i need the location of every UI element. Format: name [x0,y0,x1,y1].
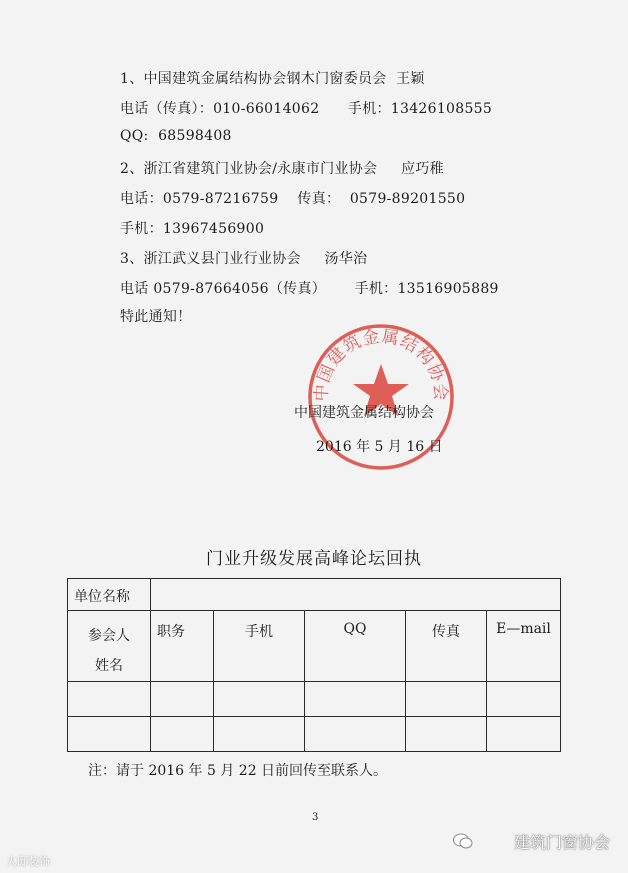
unit-name-cell [151,579,561,611]
contact-2-mobile: 手机：13967456900 [120,221,265,237]
signature-org: 中国建筑金属结构协会 [294,405,434,421]
contact-2-title: 2、浙江省建筑门业协会/永康市门业协会 应巧稚 [120,161,444,177]
table-header-row [68,611,561,682]
seal-text: 中国建筑金属结构协会 [311,326,451,403]
table-cell [406,717,487,752]
return-note: 注：请于 2016 年 5 月 22 日前回传至联系人。 [88,763,388,779]
table-row [68,717,561,752]
table-cell [68,717,151,752]
closing-text: 特此通知！ [120,309,192,325]
unit-name-label: 单位名称 [68,579,151,611]
header-qq: QQ [305,611,406,682]
table-cell [151,717,214,752]
table-cell [214,717,305,752]
watermark-source: 大邸装饰 [6,855,50,868]
table-cell [305,682,406,717]
page-number: 3 [312,812,319,823]
table-cell [406,682,487,717]
table-cell [487,682,561,717]
contact-3-title: 3、浙江武义县门业行业协会 汤华治 [120,251,368,267]
table-cell [487,717,561,752]
table-cell [305,717,406,752]
table-cell [68,682,151,717]
contact-3-phone: 电话 0579-87664056（传真） 手机：13516905889 [120,281,499,297]
header-mobile: 手机 [214,611,305,682]
signature-date: 2016 年 5 月 16 日 [316,439,443,455]
contact-1-title: 1、中国建筑金属结构协会钢木门窗委员会 王颖 [120,71,425,87]
table-row [68,682,561,717]
header-position: 职务 [151,611,214,682]
table-cell [151,682,214,717]
form-title: 门业升级发展高峰论坛回执 [206,549,422,569]
contact-1-qq: QQ: 68598408 [120,128,232,144]
wechat-icon [452,830,474,852]
contact-1-phone: 电话（传真）：010-66014062 手机：13426108555 [120,101,493,117]
contact-2-phone: 电话：0579-87216759 传真： 0579-89201550 [120,191,466,207]
header-email: E—mail [487,611,561,682]
table-cell [214,682,305,717]
header-attendee-name: 参会人 姓名 [68,611,151,682]
header-fax: 传真 [406,611,487,682]
watermark-account-name: 建筑门窗协会 [513,833,610,852]
receipt-table [67,578,561,752]
